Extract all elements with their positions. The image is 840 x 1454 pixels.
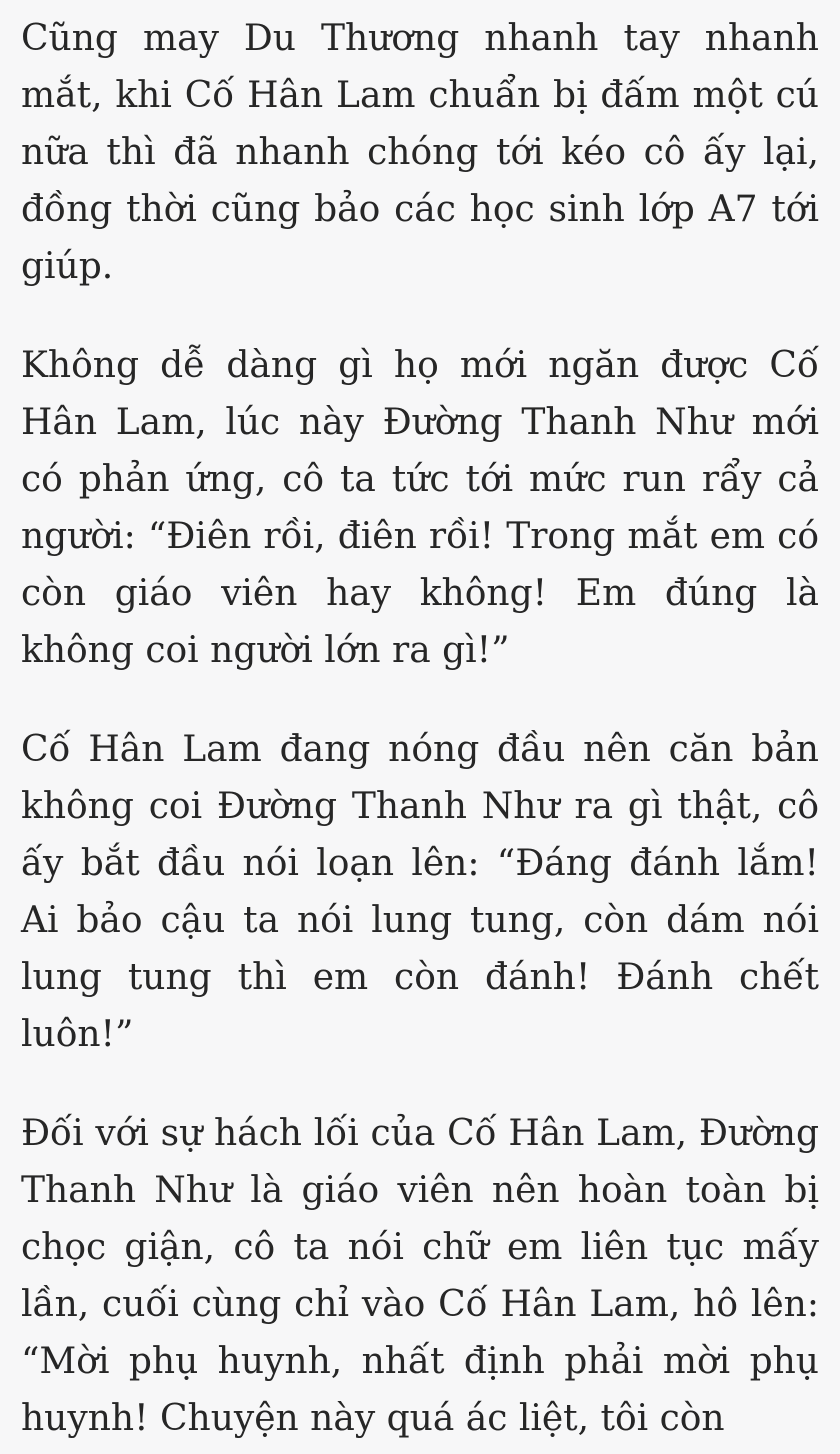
paragraph: Không dễ dàng gì họ mới ngăn được Cố Hân Lam, lúc này Đường Thanh Như mới có phản ứng, cô ta tức tới mức run rẩy cả người: “Điên rồi, điên rồi! Trong mắt em có còn giáo viên hay không! Em đúng là không coi người lớn ra gì!”: [21, 345, 819, 671]
paragraph: Cũng may Du Thương nhanh tay nhanh mắt, khi Cố Hân Lam chuẩn bị đấm một cú nữa thì đã nhanh chóng tới kéo cô ấy lại, đồng thời cũng bảo các học sinh lớp A7 tới giúp.: [21, 18, 819, 287]
paragraph: Cố Hân Lam đang nóng đầu nên căn bản không coi Đường Thanh Như ra gì thật, cô ấy bắt đầu nói loạn lên: “Đáng đánh lắm! Ai bảo cậu ta nói lung tung, còn dám nói lung tung thì em còn đánh! Đánh chết luôn!”: [21, 729, 819, 1055]
paragraph: Đối với sự hách lối của Cố Hân Lam, Đường Thanh Như là giáo viên nên hoàn toàn bị chọc giận, cô ta nói chữ em liên tục mấy lần, cuối cùng chỉ vào Cố Hân Lam, hô lên: “Mời phụ huynh, nhất định phải mời phụ huynh! Chuyện này quá ác liệt, tôi còn: [21, 1113, 819, 1439]
